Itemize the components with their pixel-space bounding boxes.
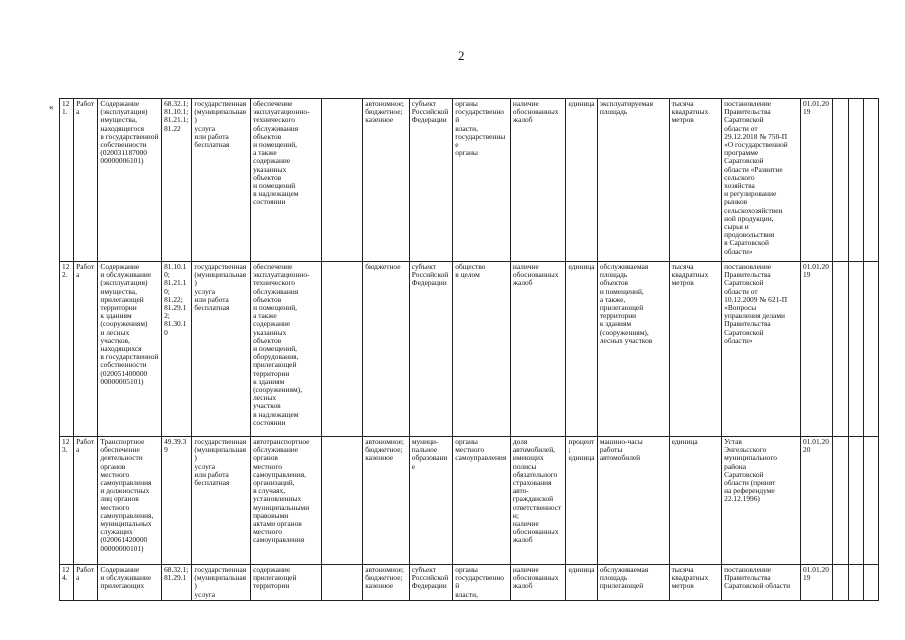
empty-cell — [848, 99, 863, 262]
authority-level-cell: субъект Российской Федерации — [409, 99, 452, 262]
service-content-cell: обеспечение эксплуатационно- технического обслуживания объектов и помещений, а также содержание указанных объектов и помещений в надлежащем состоянии — [251, 99, 322, 262]
service-content-cell: автотранспортное обслуживание органов местного самоуправления, организаций, в случаях, установленных муниципальными правовыми актами органов местного самоуправления — [251, 437, 322, 565]
row-type-cell: Работа — [74, 262, 98, 437]
quality-unit-cell: единица — [566, 262, 597, 437]
empty-cell — [321, 565, 362, 601]
opening-quote-mark: « — [49, 102, 54, 112]
legal-basis-cell: постановление Правительства Саратовской области от 29.12.2018 № 750-П «О государственной программе Саратовской области «Развитие сельского хозяйства и регулирование рынков сельскохозяйствен ной продукции, сырья и продовольствия в Саратовской области» — [722, 99, 801, 262]
authority-level-cell: субъект Российской Федерации — [409, 565, 452, 601]
service-name-cell: Транспортное обеспечение деятельности органов местного самоуправления и должностных лиц органов местного самоуправления, муниципальных служащих (020061420000 00000000101) — [98, 437, 162, 565]
volume-indicator-cell: машино-часы работы автомобилей — [597, 437, 669, 565]
row-type-cell: Работа — [74, 565, 98, 601]
consumers-cell: органы государственной власти, — [453, 565, 511, 601]
institution-type-cell: автономное; бюджетное; казенное — [363, 565, 410, 601]
quality-indicator-cell: доля автомобилей, имеющих полисы обязательного страхования авто- гражданской ответственности; наличие обоснованных жалоб — [510, 437, 566, 565]
row-number-cell: 121. — [60, 99, 74, 262]
service-name-cell: Содержание (эксплуатация) имущества, находящегося в государственной собственности (020031187000 00000006101) — [98, 99, 162, 262]
legal-basis-cell: Устав Энгельсского муниципального района Саратовской области (принят на референдуме 22.12.1996) — [722, 437, 801, 565]
empty-cell — [321, 437, 362, 565]
legal-basis-cell: постановление Правительства Саратовской области — [722, 565, 801, 601]
okved-code-cell: 49.39.39 — [162, 437, 192, 565]
legal-basis-cell: постановление Правительства Саратовской области от 10.12.2009 № 621-П «Вопросы управления делами Правительства Саратовской области» — [722, 262, 801, 437]
empty-cell — [833, 437, 848, 565]
authority-level-cell: субъект Российской Федерации — [409, 262, 452, 437]
volume-unit-cell: тысяча квадратных метров — [669, 262, 722, 437]
okved-code-cell: 81.10.10; 81.21.10; 81.22; 81.29.12; 81.30.10 — [162, 262, 192, 437]
volume-indicator-cell: обслуживаемая площадь прилегающей — [597, 565, 669, 601]
row-number-cell: 123. — [60, 437, 74, 565]
empty-cell — [848, 565, 863, 601]
volume-unit-cell: тысяча квадратных метров — [669, 565, 722, 601]
volume-unit-cell: единица — [669, 437, 722, 565]
effective-date-cell: 01.01.2020 — [801, 437, 833, 565]
table-row — [60, 262, 879, 437]
empty-cell — [863, 262, 878, 437]
row-number-cell: 124. — [60, 565, 74, 601]
quality-unit-cell: процент; единица — [566, 437, 597, 565]
empty-cell — [848, 437, 863, 565]
effective-date-cell: 01.01.2019 — [801, 262, 833, 437]
quality-indicator-cell: наличие обоснованных жалоб — [510, 262, 566, 437]
row-type-cell: Работа — [74, 437, 98, 565]
empty-cell — [321, 262, 362, 437]
empty-cell — [833, 565, 848, 601]
institution-type-cell: автономное; бюджетное; казенное — [363, 437, 410, 565]
service-kind-cell: государственная (муниципальная) услуга или работа бесплатная — [192, 99, 251, 262]
empty-cell — [833, 262, 848, 437]
service-name-cell: Содержание и обслуживание прилегающих — [98, 565, 162, 601]
quality-unit-cell: единица — [566, 565, 597, 601]
volume-unit-cell: тысяча квадратных метров — [669, 99, 722, 262]
effective-date-cell: 01.01.2019 — [801, 99, 833, 262]
quality-unit-cell: единица — [566, 99, 597, 262]
service-name-cell: Содержание и обслуживание (эксплуатация) имущества, прилегающей территории к зданиям (сооружениям) и лесных участков, находящихся в государственной собственности (020051400000 00000005101) — [98, 262, 162, 437]
quality-indicator-cell: наличие обоснованных жалоб — [510, 565, 566, 601]
okved-code-cell: 68.32.1; 81.29.1 — [162, 565, 192, 601]
volume-indicator-cell: эксплуатируемая площадь — [597, 99, 669, 262]
empty-cell — [848, 262, 863, 437]
table-row — [60, 565, 879, 601]
empty-cell — [863, 99, 878, 262]
service-content-cell: содержание прилегающей территории — [251, 565, 322, 601]
okved-code-cell: 68.32.1; 81.10.1; 81.21.1; 81.22 — [162, 99, 192, 262]
consumers-cell: общество в целом — [453, 262, 511, 437]
service-kind-cell: государственная (муниципальная) услуга или работа бесплатная — [192, 437, 251, 565]
volume-indicator-cell: обслуживаемая площадь объектов и помещений, а также, прилегающей территории к зданиям (сооружениям), лесных участков — [597, 262, 669, 437]
authority-level-cell: муници- пальное образование — [409, 437, 452, 565]
service-content-cell: обеспечение эксплуатационно- технического обслуживания объектов и помещений, а также содержание указанных объектов и помещений, оборудования, прилегающей территории к зданиям (сооружениям), лесных участков в надлежащем состоянии — [251, 262, 322, 437]
service-kind-cell: государственная (муниципальная) услуга — [192, 565, 251, 601]
service-kind-cell: государственная (муниципальная) услуга или работа бесплатная — [192, 262, 251, 437]
consumers-cell: органы местного самоуправления — [453, 437, 511, 565]
empty-cell — [321, 99, 362, 262]
empty-cell — [863, 437, 878, 565]
empty-cell — [863, 565, 878, 601]
page-number: 2 — [458, 48, 465, 63]
institution-type-cell: автономное; бюджетное; казенное — [363, 99, 410, 262]
quality-indicator-cell: наличие обоснованных жалоб — [510, 99, 566, 262]
empty-cell — [833, 99, 848, 262]
services-register-table — [59, 98, 879, 601]
consumers-cell: органы государственной власти, государственные органы — [453, 99, 511, 262]
row-number-cell: 122. — [60, 262, 74, 437]
effective-date-cell: 01.01.2019 — [801, 565, 833, 601]
table-row — [60, 99, 879, 262]
institution-type-cell: бюджетное — [363, 262, 410, 437]
table-row — [60, 437, 879, 565]
row-type-cell: Работа — [74, 99, 98, 262]
